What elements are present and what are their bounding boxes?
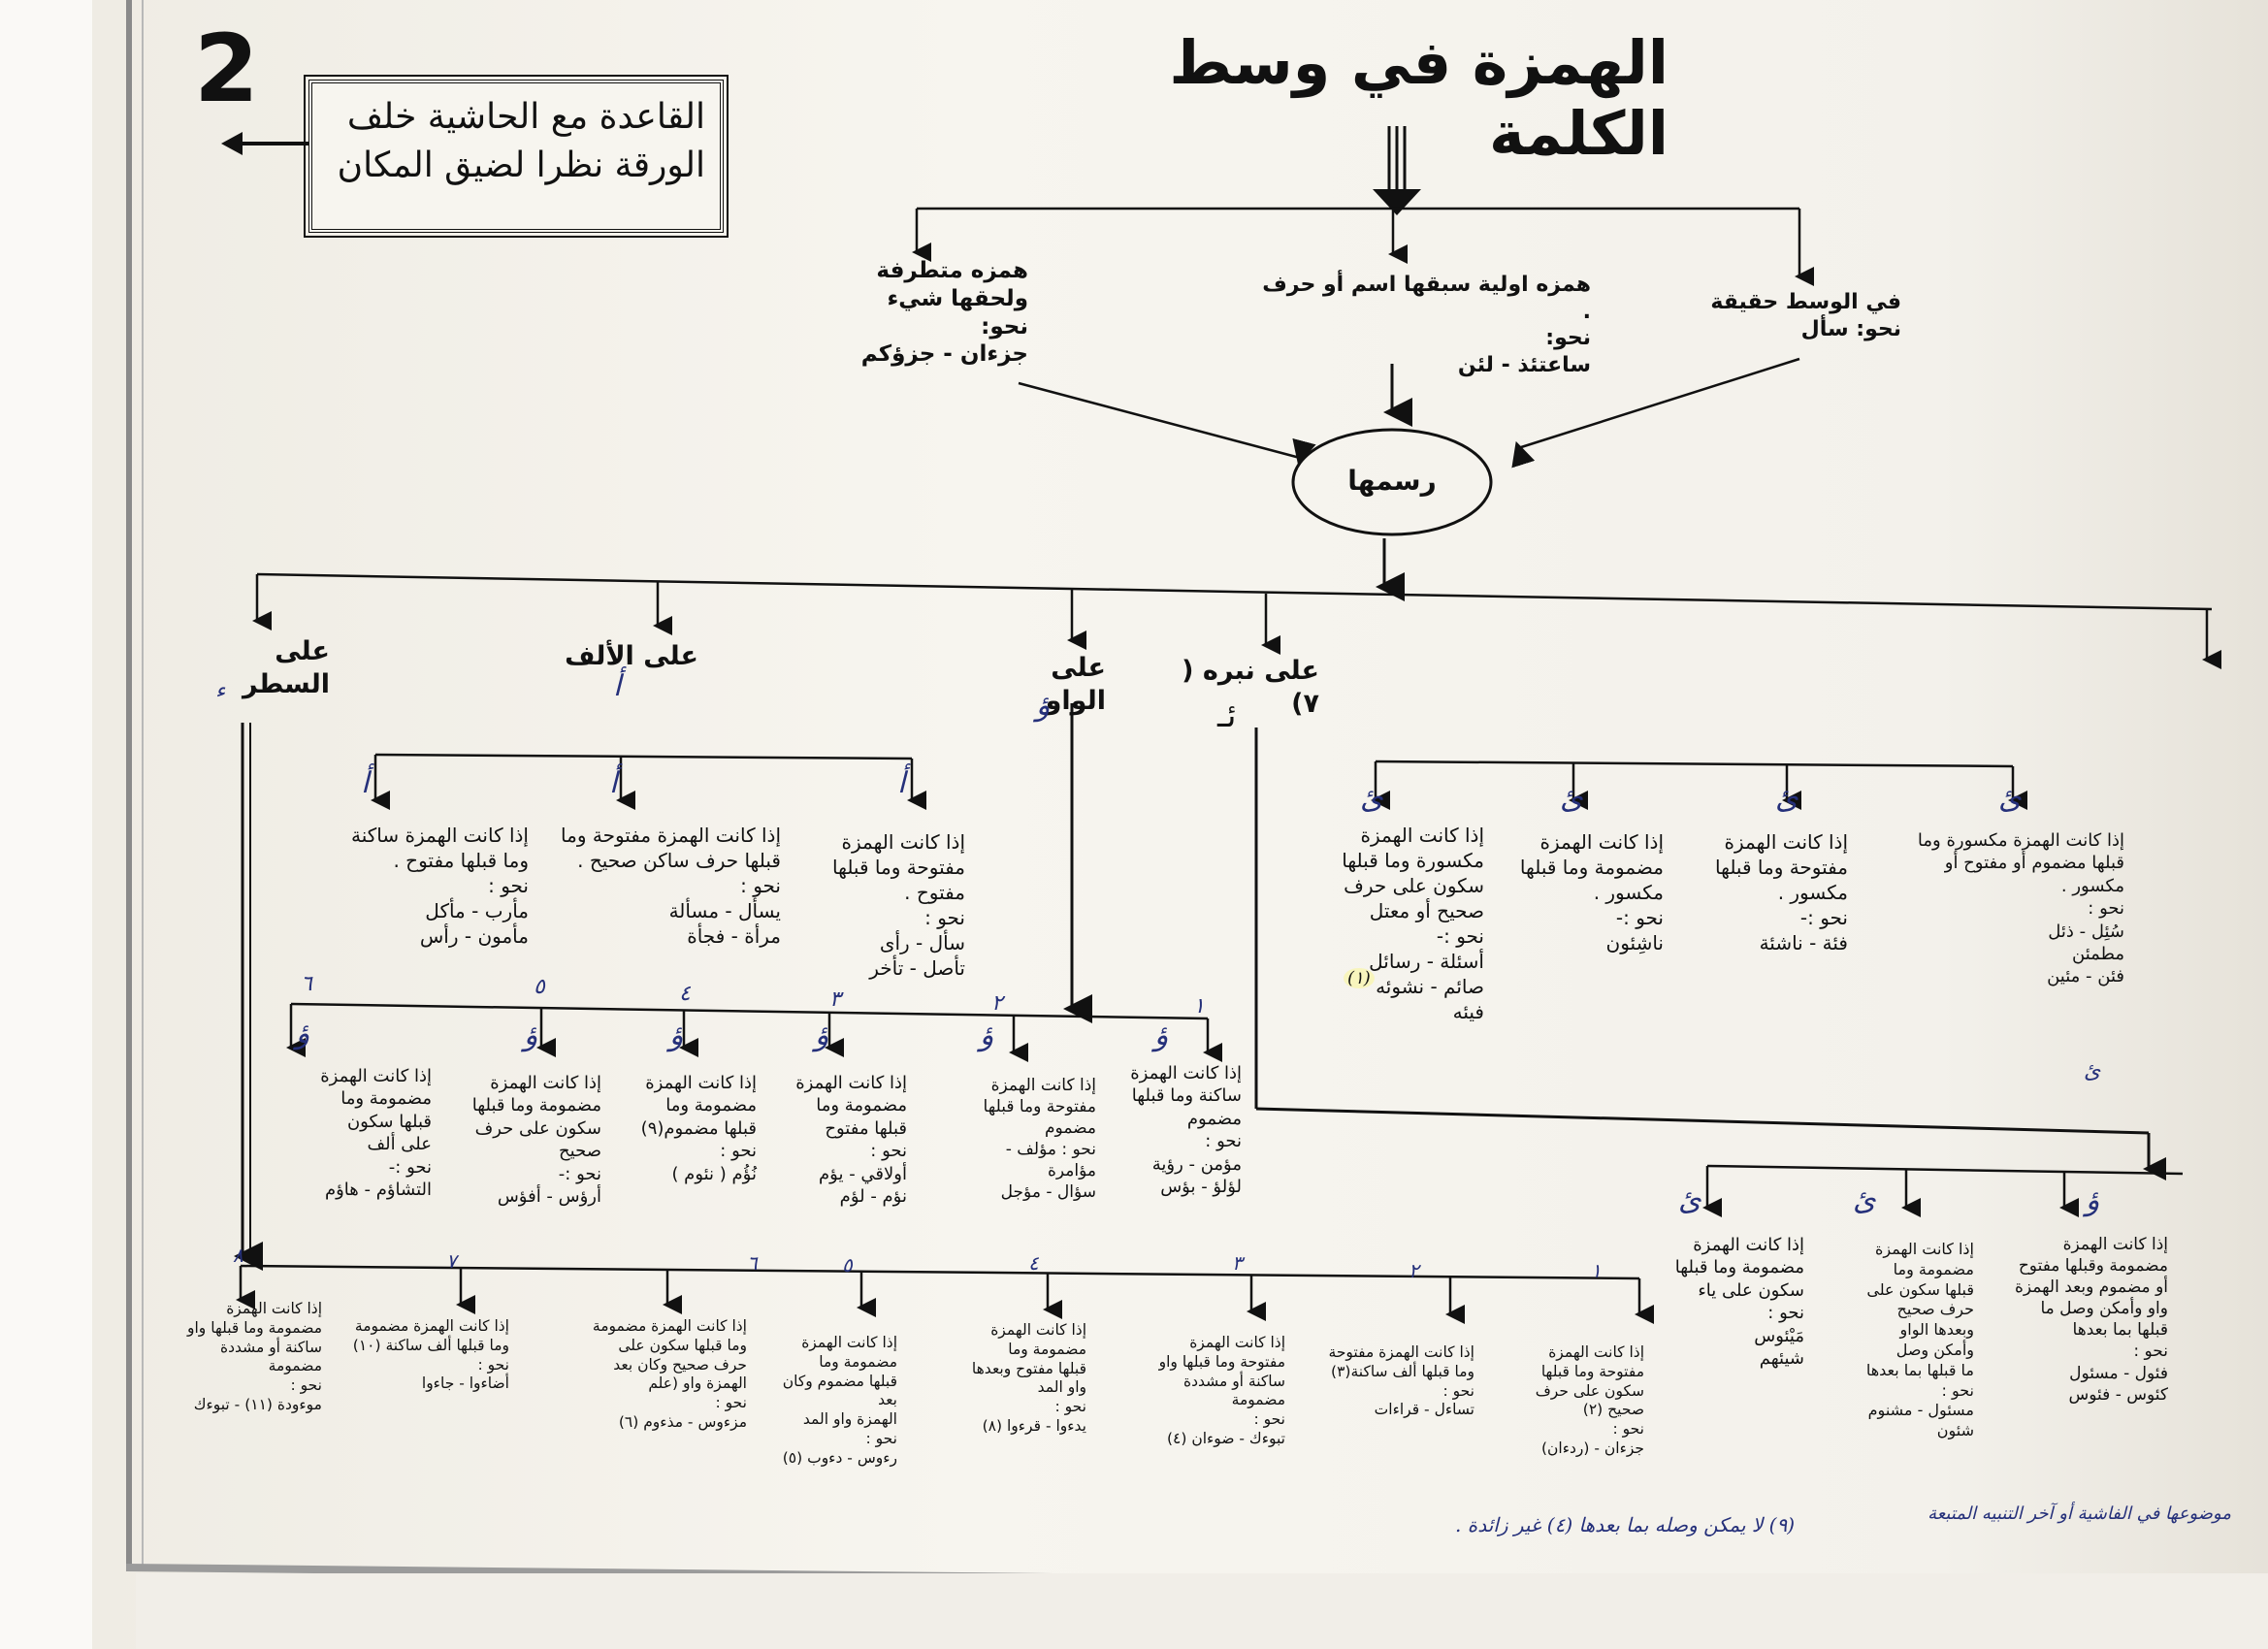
nabira-rule-1: إذا كانت الهمزة مكسورة وما قبلها مضموم أو مفتوح أو مكسور . نحو : سُئِل - ذئل مطمئن فئن - مئين: [1917, 830, 2124, 987]
note-box-text: القاعدة مع الحاشية خلف الورقة نظرا لضيق المكان: [337, 97, 705, 186]
satr-right-glyph-3: ئ: [1678, 1183, 1701, 1217]
waw-rule-5: إذا كانت الهمزة مضمومة وما قبلها سكون على حرف صحيح نحو :- أرؤس - أفؤس: [471, 1073, 601, 1207]
satr-rule-6: إذا كانت الهمزة مضمومة وما قبلها سكون على حرف صحيح وكان بعد الهمزة واو (علم نحو : مزءوس - مذءوم (٦): [592, 1317, 747, 1432]
satr-right-rule-3: إذا كانت الهمزة مضمومة وما قبلها سكون على ياء نحو : مَيْئوس شيئهم: [1674, 1235, 1804, 1369]
waw-num-2: ٢: [991, 991, 1003, 1016]
alif-glyph-2: أ: [609, 766, 618, 800]
satr-num-3: ٣: [1232, 1251, 1243, 1275]
satr-rule-2: إذا كانت الهمزة مفتوحة وما قبلها ألف ساكنة(٣) نحو : تساءل - قراءات: [1328, 1343, 1474, 1419]
footnote-right: موضوعها في الفاشية أو آخر التنبيه المتبعة: [1928, 1504, 2231, 1524]
satr-num-8: ٨: [233, 1244, 243, 1267]
satr-right-rule-1: إذا كانت الهمزة مضمومة وقبلها مفتوح أو مضموم وبعد الهمزة واو وأمكن وصل ما قبلها بما بعدها نحو : فئول - مسئول كئوس - فئوس: [2014, 1235, 2168, 1405]
branch-alif: على الألف: [565, 641, 698, 671]
waw-num-3: ٣: [829, 987, 841, 1012]
satr-mark-icon: ء: [215, 679, 226, 703]
waw-num-1: ١: [1193, 994, 1205, 1018]
branch-nabira-label: على نبره ( ٧): [1182, 656, 1319, 719]
nabira-rule-3: إذا كانت الهمزة مضمومة وما قبلها مكسور . نحو :- ناشِئون: [1519, 830, 1664, 954]
alif-rule-1: إذا كانت الهمزة مفتوحة وما قبلها مفتوح . نحو : سأل - رأى تأصل - تأخر: [832, 830, 965, 980]
waw-glyph-5: ؤ: [524, 1018, 538, 1052]
waw-rule-1: إذا كانت الهمزة ساكنة وما قبلها مضموم نحو : مؤمن - رؤية لؤلؤ - بؤس: [1130, 1063, 1242, 1197]
satr-num-4: ٤: [1028, 1251, 1039, 1275]
case-initial-hamza: همزه اولية سبقها اسم أو حرف . نحو: ساعتئذ - لئن: [1262, 273, 1591, 377]
satr-right-glyph-2: ئ: [1853, 1183, 1876, 1217]
satr-num-2: ٢: [1409, 1259, 1419, 1282]
satr-num-7: ٧: [446, 1249, 457, 1273]
nabira-glyph-1: ئ: [1998, 782, 2022, 816]
waw-num-6: ٦: [301, 972, 312, 996]
satr-right-glyph-1: ؤ: [2086, 1183, 2100, 1217]
waw-rule-2: إذا كانت الهمزة مفتوحة وما قبلها مضموم نحو : مؤلف - مؤامرة سؤال - مؤجل: [983, 1076, 1096, 1203]
waw-rule-6: إذا كانت الهمزة مضمومة وما قبلها سكون على ألف نحو :- التشاؤم - هاؤم: [320, 1066, 432, 1200]
alif-mark-icon: أ: [613, 669, 622, 703]
alif-rule-3: إذا كانت الهمزة ساكنة وما قبلها مفتوح . نحو : مأرب - مأكل مأمون - رأس: [351, 824, 529, 948]
waw-glyph-1: ؤ: [1154, 1018, 1169, 1052]
waw-mark-icon: ؤ: [1036, 689, 1051, 723]
waw-glyph-4: ؤ: [669, 1018, 684, 1052]
satr-num-5: ٥: [842, 1253, 853, 1277]
waw-glyph-2: ؤ: [980, 1018, 994, 1052]
satr-num-1: ١: [1591, 1259, 1602, 1282]
page-number: 2: [194, 15, 259, 123]
waw-num-5: ٥: [534, 975, 545, 999]
satr-rule-7: إذا كانت الهمزة مضمومة وما قبلها ألف ساكنة (١٠) نحو : أضاءوا - جاءوا: [352, 1317, 509, 1393]
nabira-glyph-2: ئ: [1775, 782, 1798, 816]
nabira-mark-icon: ئـ: [1217, 696, 1237, 735]
note-box: [308, 80, 724, 233]
nabira-rule-4: إذا كانت الهمزة مكسورة وما قبلها سكون على حرف صحيح أو معتل نحو :- أسئلة - رسائل صائم - نشوئه فيئه: [1342, 824, 1484, 1023]
footnotes: (٩) لا يمكن وصله بما بعدها (٤) غير زائدة .: [1455, 1513, 1795, 1536]
waw-glyph-6: ؤ: [296, 1017, 310, 1051]
satr-rule-5: إذا كانت الهمزة مضمومة وما قبلها مضموم وكان بعد الهمزة واو المد نحو : رءوس - دءوب (٥): [782, 1334, 897, 1467]
nabira-glyph-4: ئ: [1360, 782, 1383, 816]
alif-rule-2: إذا كانت الهمزة مفتوحة وما قبلها حرف ساكن صحيح . نحو : يسأل - مسألة مرأة - فجأة: [561, 824, 781, 948]
nabira-rule-2: إذا كانت الهمزة مفتوحة وما قبلها مكسور . نحو :- فئة - ناشئة: [1715, 830, 1848, 954]
waw-rule-3: إذا كانت الهمزة مضمومة وما قبلها مفتوح نحو : أولاقي - يؤم نؤم - لؤم: [795, 1073, 907, 1207]
nabira-footnote-ref: (١): [1344, 968, 1375, 988]
satr-num-6: ٦: [747, 1251, 758, 1275]
nabira-glyph-3: ئ: [1560, 782, 1583, 816]
alif-glyph-1: أ: [897, 766, 906, 800]
case-final-hamza: همزه متطرفة ولحقها شيء نحو: جزءان - جزؤكم: [860, 258, 1028, 368]
alif-glyph-3: أ: [361, 766, 370, 800]
satr-rule-8: إذا كانت الهمزة مضمومة وما قبلها واو ساكنة أو مشددة مضمومة نحو : موءودة (١١) - تبوءك: [187, 1300, 322, 1414]
satr-rule-1: إذا كانت الهمزة مفتوحة وما قبلها سكون على حرف صحيح (٢) نحو : جزءان - (ردءان): [1535, 1343, 1644, 1458]
branch-nabira: [1164, 655, 1319, 721]
satr-right-rule-2: إذا كانت الهمزة مضمومة وما قبلها سكون على حرف صحيح وبعدها الواو وأمكن وصل ما قبلها بما بعدها نحو : مسئول - مشنوم شئون: [1865, 1240, 1974, 1440]
waw-glyph-3: ؤ: [815, 1018, 829, 1052]
waw-num-4: ٤: [679, 982, 691, 1006]
branch-satr: على السطر: [243, 636, 330, 699]
waw-rule-4: إذا كانت الهمزة مضمومة وما قبلها مضموم(٩) نحو : نُؤُم ( نئوم ): [640, 1073, 757, 1184]
handwritten-top-right-icon: ئ: [2084, 1059, 2101, 1083]
satr-rule-3: إذا كانت الهمزة مفتوحة وما قبلها واو ساكنة أو مشددة مضمومة نحو : تبوءك - ضوءان (٤): [1158, 1334, 1285, 1448]
page-title: الهمزة في وسط الكلمة: [1169, 27, 1669, 169]
branch-waw: على الواو: [1045, 653, 1106, 716]
center-node-label: رسمها: [1347, 465, 1437, 497]
case-true-middle: في الوسط حقيقة نحو: سأل: [1710, 290, 1901, 341]
satr-rule-4: إذا كانت الهمزة مضمومة وما قبلها مفتوح وبعدها واو المد نحو : يدءوا - قرءوا (٨): [971, 1321, 1086, 1436]
